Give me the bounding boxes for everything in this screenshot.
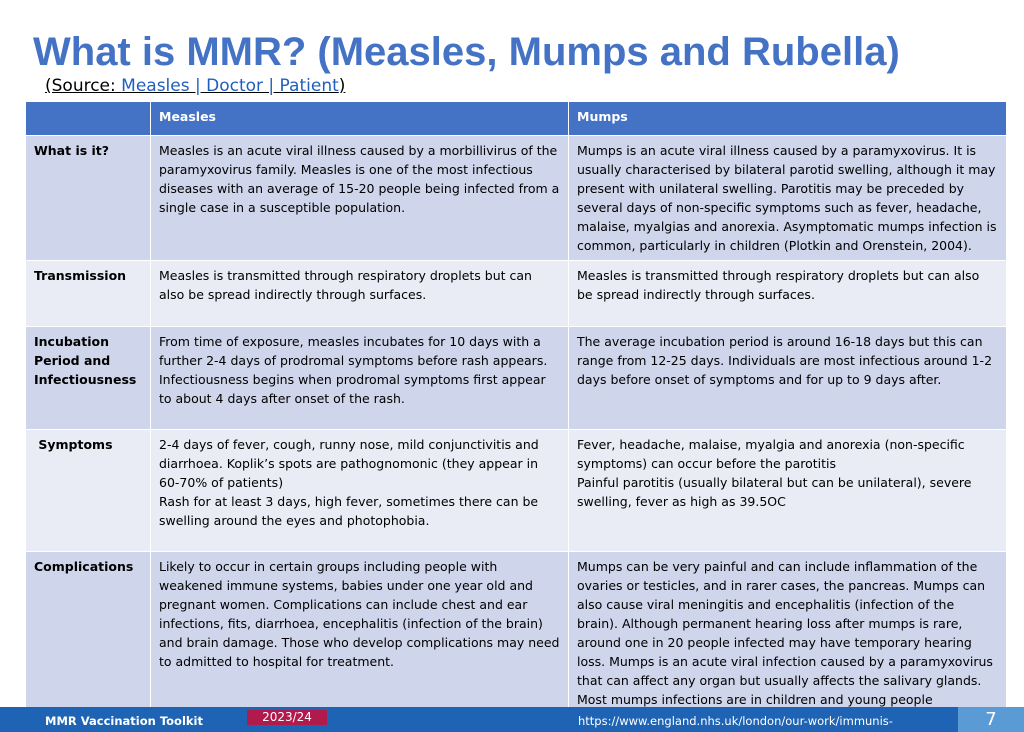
source-prefix: (Source: — [45, 76, 122, 96]
table-row-symptoms — [26, 430, 1007, 552]
mumps-cell: Fever, headache, malaise, myalgia and anorexia (non-specific symptoms) can occur before the parotitis Painful parotitis (usually bilateral but can be unilateral), severe swelling, fever as high as 39.5OC — [569, 430, 1007, 552]
row-label: What is it? — [26, 136, 151, 261]
table-row-transmission — [26, 261, 1007, 327]
measles-cell: 2-4 days of fever, cough, runny nose, mild conjunctivitis and diarrhoea. Koplik’s spots are pathognomonic (they appear in 60-70% of patients) Rash for at least 3 days, high fever, sometimes there can be swelling around the eyes and photophobia. — [151, 430, 569, 552]
source-line — [45, 74, 345, 98]
table-header-row — [26, 102, 1007, 136]
table-row-complications — [26, 552, 1007, 710]
header-cell-blank — [26, 102, 151, 136]
footer-year-badge: 2023/24 — [247, 710, 327, 725]
row-label: Incubation Period and Infectiousness — [26, 327, 151, 430]
row-label: Transmission — [26, 261, 151, 327]
mumps-cell: The average incubation period is around 16-18 days but this can range from 12-25 days. Individuals are most infectious around 1-2 days before onset of symptoms and for up to 9 days after. — [569, 327, 1007, 430]
row-label: Symptoms — [26, 430, 151, 552]
row-label: Complications — [26, 552, 151, 710]
page-title: What is MMR? (Measles, Mumps and Rubella) — [33, 30, 900, 74]
header-cell-mumps: Mumps — [569, 102, 1007, 136]
header-cell-measles: Measles — [151, 102, 569, 136]
mumps-cell: Mumps can be very painful and can include inflammation of the ovaries or testicles, and in rarer cases, the pancreas. Mumps can also cause viral meningitis and encephalitis (infection of the brain). Although permanent hearing loss after mumps is rare, around one in 20 people infected may have temporary hearing loss. Mumps is an acute viral infection caused by a paramyxovirus that can affect any organ but usually affects the salivary glands. Most mumps infections are in children and young people — [569, 552, 1007, 710]
source-suffix: ) — [338, 76, 346, 96]
measles-cell: From time of exposure, measles incubates for 10 days with a further 2-4 days of prodromal symptoms before rash appears. Infectiousness begins when prodromal symptoms first appear to about 4 days after onset of the rash. — [151, 327, 569, 430]
source-link[interactable]: Measles | Doctor | Patient — [121, 76, 339, 96]
mmr-comparison-table — [25, 101, 1007, 710]
mumps-cell: Mumps is an acute viral illness caused by a paramyxovirus. It is usually characterised by bilateral parotid swelling, although it may present with unilateral swelling. Parotitis may be preceded by several days of non-specific symptoms such as fever, headache, malaise, myalgias and anorexia. Asymptomatic mumps infection is common, particularly in children (Plotkin and Orenstein, 2004). — [569, 136, 1007, 261]
footer-url-link[interactable]: https://www.england.nhs.uk/london/our-work/immunis- — [578, 714, 893, 728]
table-row-incubation — [26, 327, 1007, 430]
table-row-what-is-it — [26, 136, 1007, 261]
measles-cell: Measles is an acute viral illness caused by a morbillivirus of the paramyxovirus family. Measles is one of the most infectious diseases with an average of 15-20 people being infected from a single case in a susceptible population. — [151, 136, 569, 261]
mumps-cell: Measles is transmitted through respiratory droplets but can also be spread indirectly through surfaces. — [569, 261, 1007, 327]
footer-bar — [0, 707, 1024, 732]
footer-toolkit-label: MMR Vaccination Toolkit — [45, 714, 203, 728]
measles-cell: Likely to occur in certain groups including people with weakened immune systems, babies under one year old and pregnant women. Complications can include chest and ear infections, fits, diarrhoea, encephalitis (infection of the brain) and brain damage. Those who develop complications may need to admitted to hospital for treatment. — [151, 552, 569, 710]
page-number: 7 — [958, 707, 1024, 732]
measles-cell: Measles is transmitted through respiratory droplets but can also be spread indirectly through surfaces. — [151, 261, 569, 327]
